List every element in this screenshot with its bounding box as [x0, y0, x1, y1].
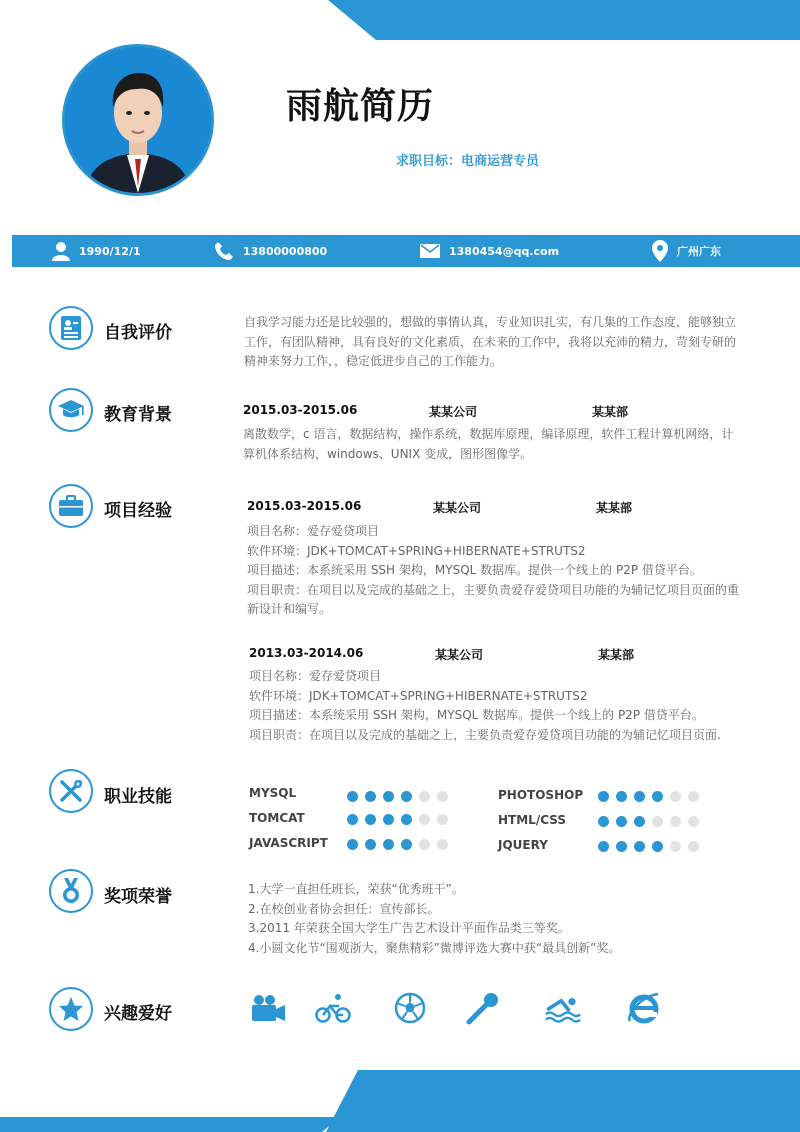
projects-title: 项目经验 [104, 501, 172, 521]
self-eval-line: 自我学习能力还是比较强的，想做的事情认真，专业知识扎实，有几集的工作态度，能够独立 [244, 315, 737, 329]
skill-rating [347, 814, 448, 825]
hobbies-icon [49, 987, 93, 1031]
project-body [249, 667, 769, 745]
graduation-cap-icon [57, 399, 85, 421]
rating-dot-filled [598, 841, 609, 852]
star-icon [58, 996, 84, 1022]
phone-text: 13800000800 [243, 244, 328, 258]
skills-icon [49, 769, 93, 813]
project-line: 项目职责：在项目以及完成的基础之上，主要负责爱存爱贷项目功能的为辅记忆项目页面. [249, 727, 721, 742]
bottom-accent-bar [0, 1070, 800, 1132]
rating-dot-filled [634, 816, 645, 827]
birthdate [52, 235, 141, 267]
avatar-portrait [65, 47, 211, 193]
projects-icon [49, 484, 93, 528]
education-dept: 某某部 [592, 405, 629, 419]
rating-dot-filled [347, 814, 358, 825]
avatar [62, 44, 214, 196]
rating-dot-filled [365, 814, 376, 825]
swimming-icon [545, 990, 581, 1026]
project-line: 项目描述：本系统采用 SSH 架构，MYSQL 数据库。提供一个线上的 P2P 借贷平台。 [249, 708, 704, 722]
rating-dot-filled [598, 791, 609, 802]
rating-dot-filled [616, 816, 627, 827]
rating-dot-empty [688, 791, 699, 802]
rating-dot-empty [437, 791, 448, 802]
rating-dot-empty [419, 814, 430, 825]
skill-rating [598, 841, 699, 852]
football-icon [392, 990, 428, 1026]
resume-icon [59, 315, 83, 341]
project-org: 某某公司 [435, 648, 484, 662]
award-line: 3.2011 年荣获全国大学生广告艺术设计平面作品类三等奖。 [248, 921, 570, 935]
resume-title: 雨航简历 [286, 86, 435, 127]
award-line: 4.小圆文化节“围观浙大，聚焦精彩”微博评选大赛中获“最具创新”奖。 [248, 940, 621, 955]
education-body [243, 425, 763, 464]
email [420, 235, 559, 267]
birthdate-text: 1990/12/1 [79, 244, 141, 258]
rating-dot-filled [365, 791, 376, 802]
skill-name: MYSQL [249, 786, 297, 800]
rating-dot-empty [670, 791, 681, 802]
internet-explorer-icon [626, 990, 662, 1026]
rating-dot-filled [401, 814, 412, 825]
project-line: 软件环境：JDK+TOMCAT+SPRING+HIBERNATE+STRUTS2 [249, 688, 588, 703]
location [652, 235, 721, 267]
rating-dot-filled [401, 791, 412, 802]
phone-icon [214, 241, 234, 261]
skill-name: JQUERY [498, 838, 548, 852]
self-eval-icon [49, 306, 93, 350]
project-line: 项目职责：在项目以及完成的基础之上，主要负责爱存爱贷项目功能的为辅记忆项目页面的重 [247, 582, 740, 597]
rating-dot-empty [419, 791, 430, 802]
rating-dot-empty [688, 816, 699, 827]
project-dept: 某某部 [598, 648, 635, 662]
rating-dot-filled [634, 791, 645, 802]
skill-name: TOMCAT [249, 811, 305, 825]
location-text: 广州广东 [677, 245, 721, 258]
rating-dot-filled [401, 839, 412, 850]
project-line: 项目描述：本系统采用 SSH 架构，MYSQL 数据库。提供一个线上的 P2P 借贷平台。 [247, 563, 702, 577]
award-line: 2.在校创业者协会担任：宣传部长。 [248, 901, 440, 916]
job-target: 求职目标：电商运营专员 [396, 154, 540, 169]
education-line: 算机体系结构，windows、UNIX 变成，图形图像学。 [243, 446, 533, 461]
rating-dot-filled [347, 791, 358, 802]
mail-icon [420, 244, 440, 258]
cycling-icon [315, 990, 351, 1026]
rating-dot-empty [688, 841, 699, 852]
education-icon [49, 388, 93, 432]
rating-dot-filled [634, 841, 645, 852]
self-eval-title: 自我评价 [104, 323, 172, 343]
hobbies-title: 兴趣爱好 [104, 1004, 172, 1024]
top-accent-bar [0, 0, 800, 40]
project-date: 2013.03-2014.06 [249, 646, 364, 660]
video-camera-icon [250, 990, 286, 1026]
skill-name: JAVASCRIPT [249, 836, 328, 850]
self-eval-line: 精神来努力工作，，稳定低进步自己的工作能力。 [244, 354, 503, 368]
email-text: 1380454@qq.com [449, 244, 560, 258]
rating-dot-empty [419, 839, 430, 850]
project-line: 项目名称：爱存爱贷项目 [249, 669, 382, 683]
award-line: 1.大学一直担任班长，荣获“优秀班干”。 [248, 882, 464, 896]
briefcase-icon [58, 495, 84, 517]
awards-title: 奖项荣誉 [104, 887, 172, 907]
skill-rating [598, 791, 699, 802]
skill-rating [598, 816, 699, 827]
rating-dot-filled [347, 839, 358, 850]
project-line: 软件环境：JDK+TOMCAT+SPRING+HIBERNATE+STRUTS2 [247, 543, 586, 558]
skill-name: HTML/CSS [498, 813, 566, 827]
rating-dot-filled [616, 791, 627, 802]
education-date: 2015.03-2015.06 [243, 403, 358, 417]
rating-dot-filled [598, 816, 609, 827]
education-title: 教育背景 [104, 405, 172, 425]
microphone-icon [465, 990, 501, 1026]
tools-icon [59, 779, 83, 803]
rating-dot-empty [437, 839, 448, 850]
rating-dot-filled [652, 791, 663, 802]
rating-dot-filled [652, 841, 663, 852]
location-icon [652, 240, 668, 262]
rating-dot-filled [616, 841, 627, 852]
project-date: 2015.03-2015.06 [247, 499, 362, 513]
rating-dot-filled [383, 839, 394, 850]
rating-dot-empty [670, 816, 681, 827]
person-icon [52, 241, 70, 261]
project-org: 某某公司 [433, 501, 482, 515]
rating-dot-filled [383, 814, 394, 825]
project-line: 项目名称：爱存爱贷项目 [247, 524, 380, 538]
self-eval-body [244, 313, 764, 372]
education-line: 离散数学，c 语言，数据结构，操作系统，数据库原理，编译原理，软件工程计算机网络，计 [243, 427, 734, 441]
skill-rating [347, 839, 448, 850]
rating-dot-filled [365, 839, 376, 850]
rating-dot-empty [670, 841, 681, 852]
skill-rating [347, 791, 448, 802]
rating-dot-empty [437, 814, 448, 825]
project-dept: 某某部 [596, 501, 633, 515]
education-org: 某某公司 [429, 405, 478, 419]
rating-dot-empty [652, 816, 663, 827]
skill-name: PHOTOSHOP [498, 788, 584, 802]
project-body [247, 522, 767, 620]
contact-bar [12, 235, 800, 267]
awards-body [248, 880, 768, 958]
project-line: 新设计和编写。 [247, 602, 332, 616]
awards-icon [49, 869, 93, 913]
skills-title: 职业技能 [104, 787, 172, 807]
rating-dot-filled [383, 791, 394, 802]
self-eval-line: 工作，有团队精神，具有良好的文化素质，在未来的工作中，我将以充沛的精力，苛刻专研的 [244, 334, 737, 349]
phone [214, 235, 327, 267]
medal-icon [60, 878, 82, 904]
